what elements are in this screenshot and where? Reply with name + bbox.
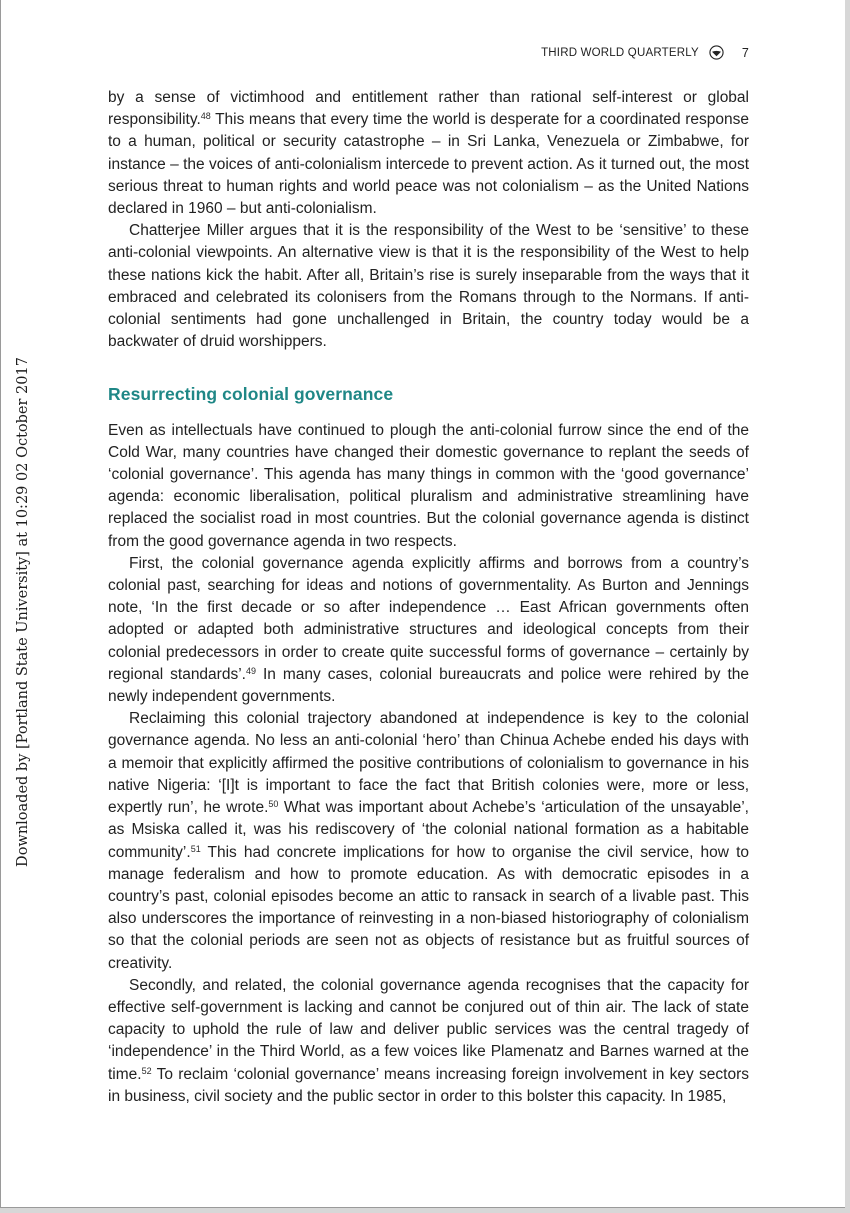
journal-logo-icon bbox=[709, 45, 724, 60]
paragraph-text: by a sense of victimhood and entitlement rather than rational self-interest or global responsibility. bbox=[108, 89, 749, 129]
paragraph-text: Even as intellectuals have continued to plough the anti-colonial furrow since the end of the Cold War, many countries have changed their domestic governance to replant the seeds of ‘colonial governance’. This agenda has many things in common with the ‘good governance’ agenda: economic liberalisation, political pluralism and administrative streamlining have replaced the socialist road in most countries. But the colonial governance agenda is distinct from the good governance agenda in two respects. bbox=[108, 421, 749, 550]
footnote-ref-50[interactable]: 50 bbox=[268, 799, 279, 810]
paragraph-text: Reclaiming this colonial trajectory abandoned at independence is key to the colonial governance agenda. No less an anti-colonial ‘hero’ than Chinua Achebe ended his days with a memoir that explicitly affirmed the positive contributions of colonialism to governance in his native Nigeria: ‘[I]t is important to face the fact that British colonies were, more or less, expertly run’, he wrote. bbox=[108, 710, 749, 817]
page-number: 7 bbox=[741, 45, 749, 60]
paragraph-1 bbox=[108, 87, 749, 220]
paragraph-text: In many cases, colonial bureaucrats and police were rehired by the newly independent governments. bbox=[108, 665, 749, 706]
paragraph-text: Secondly, and related, the colonial governance agenda recognises that the capacity for effective self-government is lacking and cannot be conjured out of thin air. The lack of state capacity to uphold the rule of law and deliver public services was the central tragedy of ‘independence’ in the Third World, as a few voices like Plamenatz and Barnes warned at the time. bbox=[108, 976, 749, 1083]
running-header bbox=[541, 45, 749, 60]
journal-title: THIRD WORLD QUARTERLY bbox=[541, 46, 699, 59]
paragraph-text: Chatterjee Miller argues that it is the responsibility of the West to be ‘sensitive’ to these anti-colonial viewpoints. An alternative view is that it is the responsibility of the West to help these nations kick the habit. After all, Britain’s rise is surely inseparable from the ways that it embraced and celebrated its colonisers from the Romans through to the Normans. If anti-colonial sentiments had gone unchallenged in Britain, the country today would be a backwater of druid worshippers. bbox=[108, 222, 749, 351]
paragraph-text: This had concrete implications for how to organise the civil service, how to manage federalism and how to promote education. As with democratic episodes in a country’s past, colonial episodes become an attic to ransack in search of a livable past. This also underscores the importance of reinvesting in a non-biased historiography of colonialism so that the colonial periods are seen not as objects of resistance but as fruitful sources of creativity. bbox=[108, 843, 749, 972]
footnote-ref-48[interactable]: 48 bbox=[200, 111, 211, 122]
paragraph-6 bbox=[108, 975, 749, 1108]
paragraph-3 bbox=[108, 420, 749, 553]
footnote-ref-51[interactable]: 51 bbox=[190, 843, 201, 854]
download-stamp: Downloaded by [Portland State University] at 10:29 02 October 2017 bbox=[15, 357, 31, 867]
paragraph-text: What was important about Achebe’s ‘articulation of the unsayable’, as Msiska called it, was his rediscovery of ‘the colonial national formation as a habitable community’. bbox=[108, 799, 749, 861]
paragraph-2 bbox=[108, 220, 749, 353]
paragraph-text: This means that every time the world is desperate for a coordinated response to a human, political or security catastrophe – in Sri Lanka, Venezuela or Zimbabwe, for instance – the voices of anti-colonialism intercede to prevent action. As it turned out, the most serious threat to human rights and world peace was not colonialism – as the United Nations declared in 1960 – but anti-colonialism. bbox=[108, 111, 749, 218]
footnote-ref-52[interactable]: 52 bbox=[141, 1065, 152, 1076]
paragraph-text: To reclaim ‘colonial governance’ means increasing foreign involvement in key sectors in business, civil society and the public sector in order to this bolster this capacity. In 1985, bbox=[108, 1065, 749, 1105]
paragraph-text: First, the colonial governance agenda explicitly affirms and borrows from a country’s colonial past, searching for ideas and notions of governmentality. As Burton and Jennings note, ‘In the first decade or so after independence … East African governments often adopted or adapted both administrative structures and ideological concepts from their colonial predecessors in order to create quite successful forms of governance – certainly by regional standards’. bbox=[108, 554, 749, 683]
section-heading: Resurrecting colonial governance bbox=[108, 384, 394, 405]
paragraph-5 bbox=[108, 708, 749, 974]
paragraph-4 bbox=[108, 553, 749, 708]
article-body bbox=[108, 87, 749, 1108]
footnote-ref-49[interactable]: 49 bbox=[245, 665, 256, 676]
